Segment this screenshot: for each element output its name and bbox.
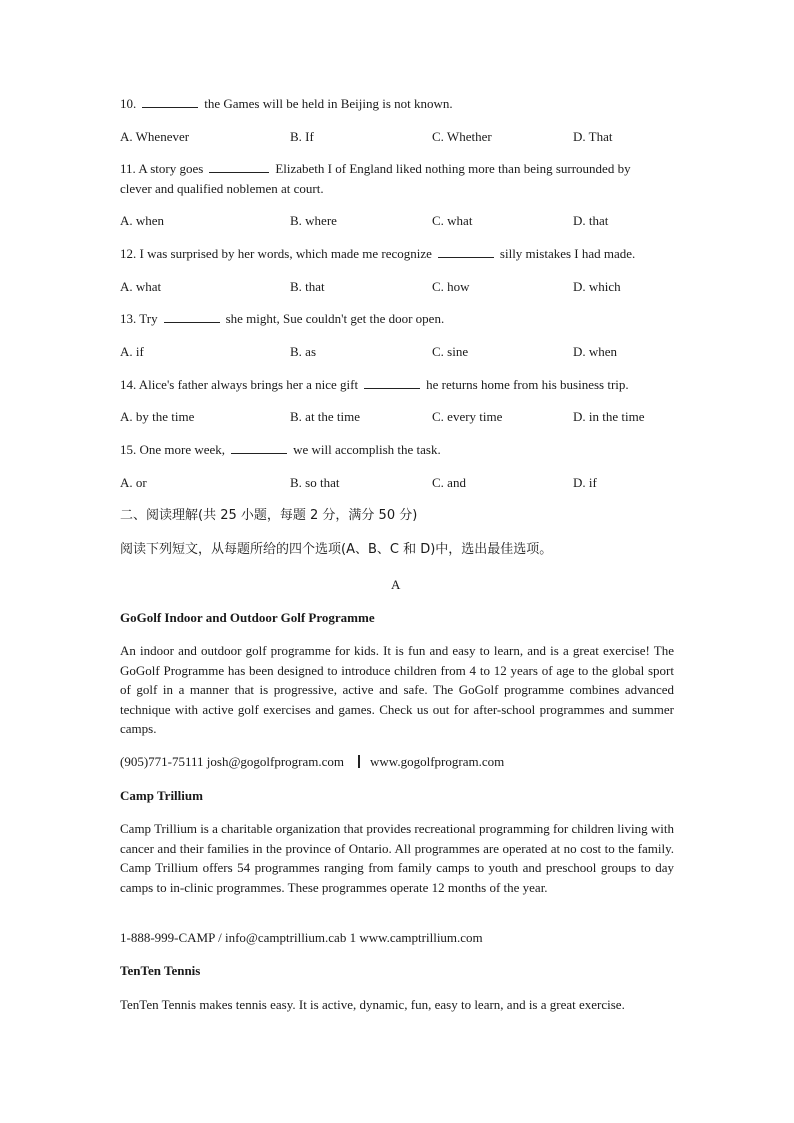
option-b: B. where: [290, 213, 337, 228]
contact-gogolf: [120, 754, 504, 770]
section-heading: 二、阅读理解(共 25 小题，每题 2 分，满分 50 分): [120, 508, 418, 523]
question-15: [120, 442, 441, 458]
question-text: she might, Sue couldn't get the door open.: [225, 311, 445, 326]
option-b: B. at the time: [290, 409, 361, 424]
answer-blank: [209, 161, 269, 173]
question-text: he returns home from his business trip.: [426, 377, 629, 392]
passage-body-tenten: TenTen Tennis makes tennis easy. It is active, dynamic, fun, easy to learn, and is a great exercise.: [120, 997, 625, 1012]
option-d: D. That: [573, 129, 613, 144]
answer-blank: [164, 311, 220, 323]
question-text: we will accomplish the task.: [293, 442, 441, 457]
question-13: [120, 311, 444, 327]
option-b: B. that: [290, 279, 325, 294]
passage-title-gogolf: GoGolf Indoor and Outdoor Golf Programme: [120, 610, 375, 625]
option-a: A. if: [120, 344, 144, 359]
option-d: D. when: [573, 344, 618, 359]
question-11-line2: clever and qualified noblemen at court.: [120, 181, 324, 196]
answer-blank: [438, 246, 494, 258]
question-text-pre: A story goes: [138, 161, 204, 176]
question-text: the Games will be held in Beijing is not known.: [204, 96, 453, 111]
answer-blank: [142, 96, 198, 108]
question-14: [120, 377, 629, 393]
question-text: Elizabeth I of England liked nothing more than being surrounded by: [275, 161, 631, 176]
passage-title-camp-trillium: Camp Trillium: [120, 788, 203, 803]
contact-camp-trillium: 1-888-999-CAMP / info@camptrillium.cab 1 www.camptrillium.com: [120, 930, 483, 945]
option-a: A. Whenever: [120, 129, 190, 144]
option-d: D. which: [573, 279, 621, 294]
option-a: A. or: [120, 475, 147, 490]
question-text-pre: One more week,: [139, 442, 226, 457]
question-text-pre: Alice's father always brings her a nice gift: [138, 377, 359, 392]
question-text: silly mistakes I had made.: [499, 246, 636, 261]
option-c: C. sine: [432, 344, 469, 359]
option-c: C. Whether: [432, 129, 492, 144]
contact-website: www.gogolfprogram.com: [370, 754, 505, 769]
passage-body-gogolf: An indoor and outdoor golf programme for kids. It is fun and easy to learn, and is a great exercise! The GoGolf Programme has been designed to introduce children from 4 to 12 years of age to the global sport of golf in a manner that is progressive, active and safe. The GoGolf programme combines advanced technique with active golf exercises and games. Check us out for after-school programmes and summer camps.: [120, 643, 674, 736]
option-a: A. when: [120, 213, 165, 228]
contact-phone-email: (905)771-75111 josh@gogolfprogram.com: [120, 754, 345, 769]
passage-title-tenten: TenTen Tennis: [120, 963, 201, 978]
option-c: C. and: [432, 475, 466, 490]
question-number: 14.: [120, 377, 137, 392]
answer-blank: [364, 377, 420, 389]
question-text-pre: Try: [139, 311, 158, 326]
option-c: C. every time: [432, 409, 503, 424]
option-c: C. what: [432, 213, 473, 228]
separator: [358, 755, 360, 768]
passage-body-camp-trillium: Camp Trillium is a charitable organization that provides recreational programming for children living with cancer and their families in the province of Ontario. All programmes are operated at no cost to the family. Camp Trillium offers 54 programmes ranging from family camps to youth and preschool groups to day camps to in-clinic programmes. These programmes operate 12 months of the year.: [120, 821, 674, 895]
option-b: B. so that: [290, 475, 340, 490]
option-b: B. as: [290, 344, 316, 359]
question-11: [120, 161, 631, 177]
question-12: [120, 246, 635, 262]
option-d: D. in the time: [573, 409, 645, 424]
option-a: A. what: [120, 279, 162, 294]
option-d: D. that: [573, 213, 609, 228]
option-d: D. if: [573, 475, 597, 490]
question-text-pre: I was surprised by her words, which made me recognize: [139, 246, 432, 261]
option-c: C. how: [432, 279, 470, 294]
question-number: 15.: [120, 442, 137, 457]
part-label: A: [391, 577, 401, 592]
question-number: 13.: [120, 311, 137, 326]
question-number: 11.: [120, 161, 136, 176]
question-10: [120, 96, 453, 112]
question-number: 10.: [120, 96, 137, 111]
answer-blank: [231, 442, 287, 454]
section-instruction: 阅读下列短文，从每题所给的四个选项(A、B、C 和 D)中，选出最佳选项。: [120, 542, 553, 557]
question-number: 12.: [120, 246, 137, 261]
option-b: B. If: [290, 129, 314, 144]
option-a: A. by the time: [120, 409, 195, 424]
